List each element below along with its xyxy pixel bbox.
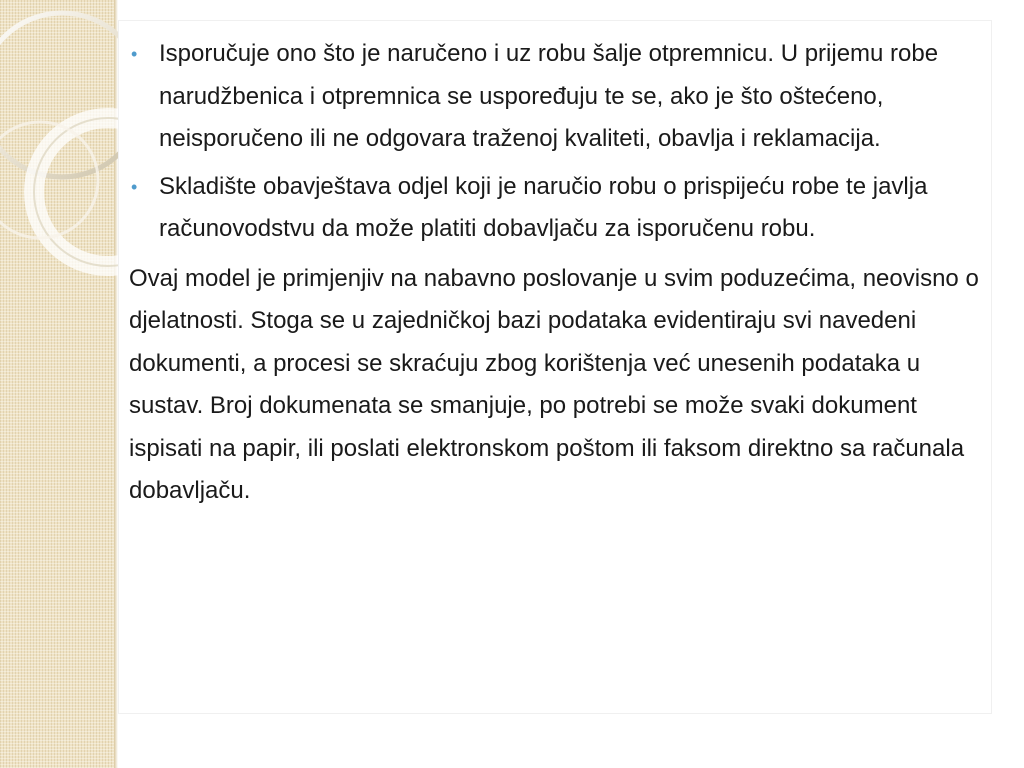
bullet-icon: • (131, 176, 138, 197)
slide-text (129, 33, 984, 513)
bullet-icon: • (131, 44, 138, 64)
bullet-list (129, 33, 984, 251)
slide-content-panel (118, 20, 992, 714)
bullet-text: Isporučuje ono što je naručeno i uz robu šalje otpremnicu. U prijemu robe narudžbenica i otpremnica se uspoređuju te se, ako je što oštećeno, neisporučeno ili ne odgovara traženoj kvaliteti, obavlja i reklamacija. (159, 40, 939, 152)
body-paragraph: Ovaj model je primjenjiv na nabavno poslovanje u svim poduzećima, neovisno o djelatnosti. Stoga se u zajedničkoj bazi podataka evidentiraju svi navedeni dokumenti, a procesi se skraćuju zbog korištenja već unesenih podataka u sustav. Broj dokumenata se smanjuje, po potrebi se može svaki dokument ispisati na papir, ili poslati elektronskom poštom ili faksom direktno sa računala dobavljaču. (129, 264, 979, 504)
bullet-item (129, 33, 984, 161)
bullet-text: Skladište obavještava odjel koji je naručio robu o prispijeću robe te javlja računovodstvu da može platiti dobavljaču za isporučenu robu. (159, 172, 928, 242)
bullet-item (129, 166, 984, 251)
